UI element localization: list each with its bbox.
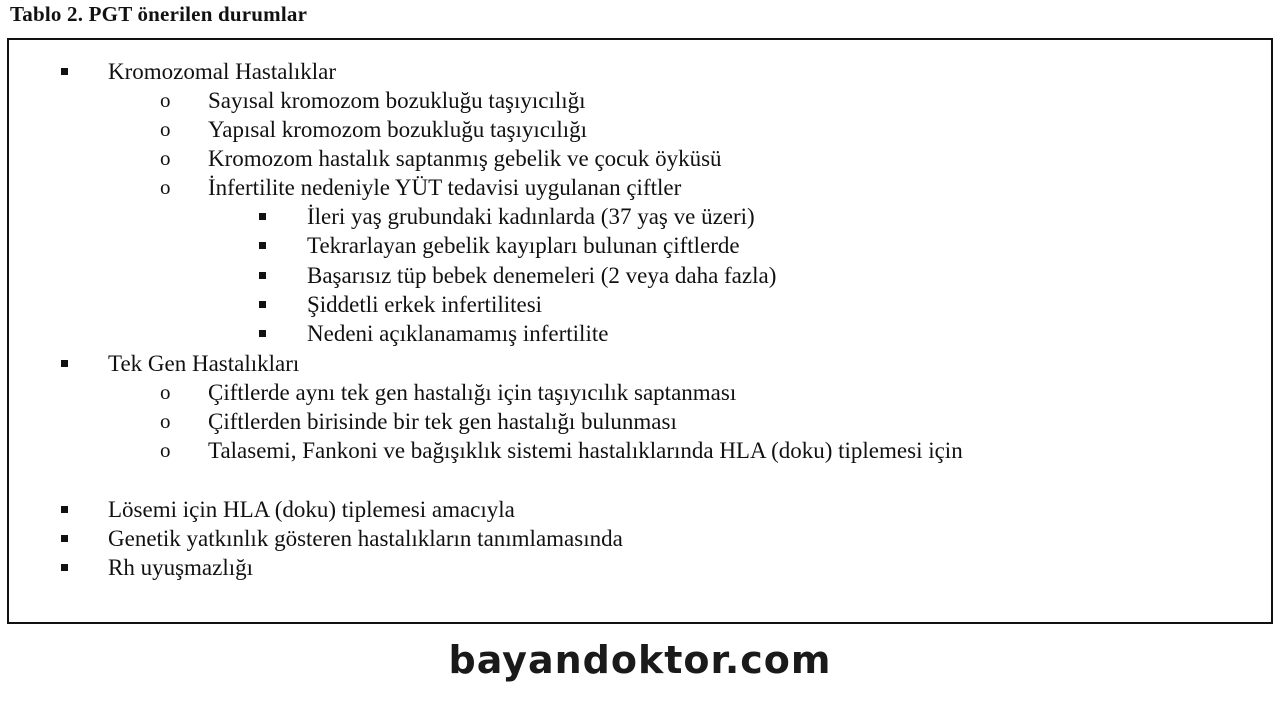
square-bullet-icon: [259, 330, 266, 337]
list-item-text: Tekrarlayan gebelik kayıpları bulunan çiftlerde: [307, 233, 740, 258]
square-bullet-icon: [259, 213, 266, 220]
table-title: Tablo 2. PGT önerilen durumlar: [10, 2, 308, 26]
circle-bullet-icon: o: [160, 88, 171, 112]
watermark-logo: bayandoktor.com: [448, 638, 832, 682]
list-item-text: Rh uyuşmazlığı: [108, 555, 254, 580]
square-bullet-icon: [61, 535, 68, 542]
list-item: [0, 524, 1270, 553]
list-item-text: Çiftlerde aynı tek gen hastalığı için taşıyıcılık saptanması: [208, 380, 737, 405]
list-item: [0, 495, 1270, 524]
list-item: [0, 378, 1270, 407]
list-item: [0, 436, 1270, 465]
list-item-text: Genetik yatkınlık gösteren hastalıkların tanımlamasında: [108, 526, 623, 551]
list-item-text: Başarısız tüp bebek denemeleri (2 veya daha fazla): [307, 263, 777, 288]
list-item-text: Nedeni açıklanamamış infertilite: [307, 321, 609, 346]
circle-bullet-icon: o: [160, 438, 171, 462]
list-item-text: Lösemi için HLA (doku) tiplemesi amacıyla: [108, 497, 515, 522]
square-bullet-icon: [259, 272, 266, 279]
list-item: [0, 349, 1270, 378]
list-item: [0, 57, 1270, 86]
square-bullet-icon: [259, 301, 266, 308]
square-bullet-icon: [61, 506, 68, 513]
list-item: [0, 144, 1270, 173]
list-item-text: Kromozomal Hastalıklar: [108, 59, 337, 84]
circle-bullet-icon: o: [160, 117, 171, 141]
list-item-text: Tek Gen Hastalıkları: [108, 351, 300, 376]
list-item: [0, 173, 1270, 202]
list-item-text: Talasemi, Fankoni ve bağışıklık sistemi hastalıklarında HLA (doku) tiplemesi için: [208, 438, 963, 463]
list-item-text: Çiftlerden birisinde bir tek gen hastalığı bulunması: [208, 409, 677, 434]
list-item-text: İleri yaş grubundaki kadınlarda (37 yaş ve üzeri): [307, 204, 755, 229]
list-item: [0, 319, 1270, 348]
list-item: [0, 86, 1270, 115]
circle-bullet-icon: o: [160, 409, 171, 433]
square-bullet-icon: [259, 242, 266, 249]
list-item-text: İnfertilite nedeniyle YÜT tedavisi uygulanan çiftler: [208, 175, 682, 200]
list-item: [0, 553, 1270, 582]
circle-bullet-icon: o: [160, 380, 171, 404]
list-item: [0, 231, 1270, 260]
list-item: [0, 261, 1270, 290]
list-item: [0, 202, 1270, 231]
list-item-text: Kromozom hastalık saptanmış gebelik ve çocuk öyküsü: [208, 146, 722, 171]
list-item-text: Sayısal kromozom bozukluğu taşıyıcılığı: [208, 88, 586, 113]
list-item: [0, 290, 1270, 319]
circle-bullet-icon: o: [160, 175, 171, 199]
list-item: [0, 115, 1270, 144]
list-item-text: Yapısal kromozom bozukluğu taşıyıcılığı: [208, 117, 588, 142]
list-item-text: Şiddetli erkek infertilitesi: [307, 292, 543, 317]
list-item: [0, 407, 1270, 436]
square-bullet-icon: [61, 564, 68, 571]
circle-bullet-icon: o: [160, 146, 171, 170]
square-bullet-icon: [61, 360, 68, 367]
square-bullet-icon: [61, 68, 68, 75]
